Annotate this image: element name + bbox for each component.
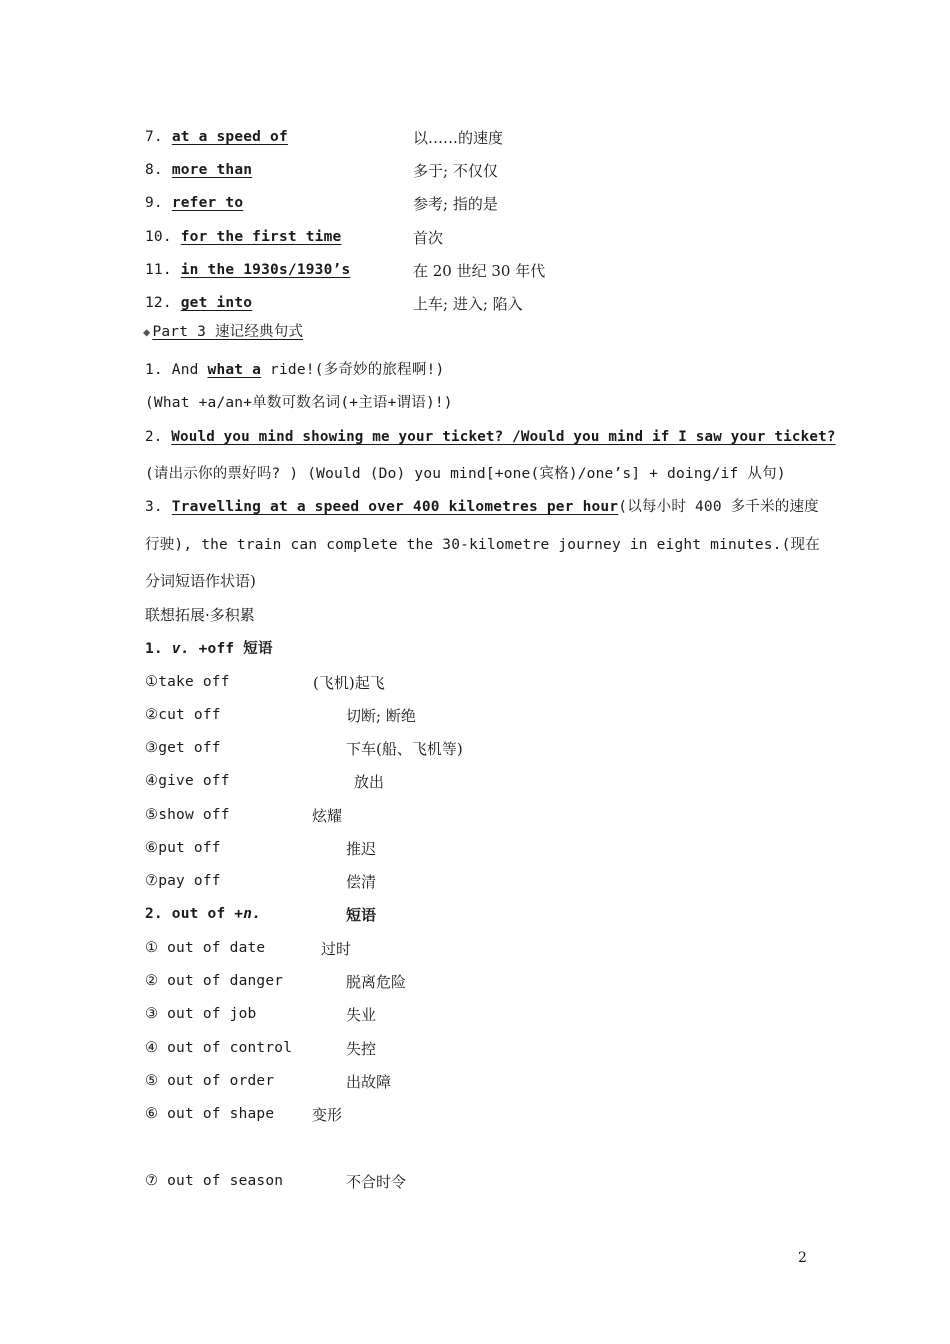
sentence-number: 3.: [145, 499, 172, 515]
sentence-text: ride!(多奇妙的旅程啊!): [261, 362, 445, 378]
phrase-number: 9.: [145, 195, 163, 211]
phrase-number: 12.: [145, 295, 172, 311]
list-item: ②cut off: [145, 707, 221, 723]
list-item-meaning: 炫耀: [312, 807, 343, 825]
list-item: ⑦pay off: [145, 873, 221, 889]
sentence-number: 1. And: [145, 362, 208, 378]
list-item-meaning: 失控: [346, 1040, 377, 1058]
phrase-chinese: 上车; 进入; 陷入: [413, 295, 523, 313]
sentence-number: 2.: [145, 429, 172, 445]
sentence-1: [145, 360, 444, 380]
phrase-number: 11.: [145, 262, 172, 278]
list-item: ② out of danger: [145, 973, 284, 989]
sentence-key: Would you mind showing me your ticket? /Would you mind if I saw your ticket?: [171, 429, 836, 445]
phrase-english: more than: [171, 162, 253, 178]
section-title: Part 3 速记经典句式: [152, 324, 304, 340]
phrase-row: [145, 227, 341, 247]
group-label: 短语: [346, 906, 377, 924]
phrase-number: 10.: [145, 229, 172, 245]
list-item-meaning: 出故障: [346, 1073, 392, 1091]
sentence-2-note: (请出示你的票好吗? ) (Would (Do) you mind[+one(宾格)/one’s] + doing/if 从句): [145, 466, 786, 482]
extension-title: 联想拓展·多积累: [145, 606, 255, 624]
phrase-chinese: 参考; 指的是: [413, 195, 498, 213]
sentence-1-note: (What +a/an+单数可数名词(+主语+谓语)!): [145, 395, 453, 411]
list-item-meaning: (飞机)起飞: [313, 674, 385, 692]
list-item: ⑥put off: [145, 840, 221, 856]
list-item: ⑤ out of order: [145, 1073, 275, 1089]
section-heading: [143, 322, 303, 342]
sentence-key: what a: [207, 362, 262, 378]
phrase-chinese: 首次: [413, 229, 444, 247]
list-item-meaning: 失业: [346, 1006, 377, 1024]
sentence-key: Travelling at a speed over 400 kilometres per hour: [171, 499, 619, 515]
phrase-row: [145, 160, 252, 180]
list-item-meaning: 脱离危险: [346, 973, 407, 991]
phrase-english: in the 1930s/1930’s: [180, 262, 351, 278]
list-item: ④give off: [145, 773, 230, 789]
list-item: ① out of date: [145, 940, 266, 956]
list-item-meaning: 变形: [312, 1106, 343, 1124]
phrase-english: for the first time: [180, 229, 342, 245]
list-item-meaning: 切断; 断绝: [346, 707, 416, 725]
list-item: ④ out of control: [145, 1040, 293, 1056]
diamond-icon: ◆: [143, 325, 151, 339]
list-item-meaning: 偿清: [346, 873, 377, 891]
list-item: ⑥ out of shape: [145, 1106, 275, 1122]
sentence-text: (以每小时 400 多千米的速度: [618, 499, 819, 515]
phrase-chinese: 以……的速度: [413, 129, 504, 147]
list-item: ⑤show off: [145, 807, 230, 823]
sentence-3-continued: 行驶), the train can complete the 30-kilometre journey in eight minutes.(现在: [145, 537, 820, 553]
list-item-meaning: 放出: [354, 773, 385, 791]
phrase-chinese: 多于; 不仅仅: [413, 162, 498, 180]
phrase-chinese: 在 20 世纪 30 年代: [413, 262, 546, 280]
group-number: 1.: [145, 641, 172, 657]
phrase-number: 8.: [145, 162, 163, 178]
sentence-3: [145, 497, 819, 517]
phrase-row: [145, 293, 252, 313]
list-item: ①take off: [145, 674, 230, 690]
phrase-english: refer to: [171, 195, 244, 211]
phrase-number: 7.: [145, 129, 163, 145]
group-1-heading: [145, 639, 273, 659]
group-number: 2. out of +: [145, 906, 244, 922]
group-pos: v.: [171, 641, 190, 657]
group-pos: n.: [243, 906, 262, 922]
phrase-row: [145, 260, 350, 280]
list-item-meaning: 过时: [321, 940, 352, 958]
phrase-english: at a speed of: [171, 129, 288, 145]
list-item-meaning: 下车(船、飞机等): [346, 740, 463, 758]
group-label: +off 短语: [189, 641, 273, 657]
sentence-2: [145, 427, 836, 447]
phrase-row: [145, 193, 243, 213]
list-item-meaning: 不合时令: [346, 1173, 407, 1191]
phrase-english: get into: [180, 295, 253, 311]
phrase-row: [145, 127, 288, 147]
list-item: ③get off: [145, 740, 221, 756]
page-number: 2: [798, 1250, 807, 1266]
list-item-meaning: 推迟: [346, 840, 377, 858]
sentence-3-note: 分词短语作状语): [145, 572, 256, 590]
list-item: ③ out of job: [145, 1006, 257, 1022]
group-2-heading: [145, 904, 261, 924]
list-item: ⑦ out of season: [145, 1173, 284, 1189]
